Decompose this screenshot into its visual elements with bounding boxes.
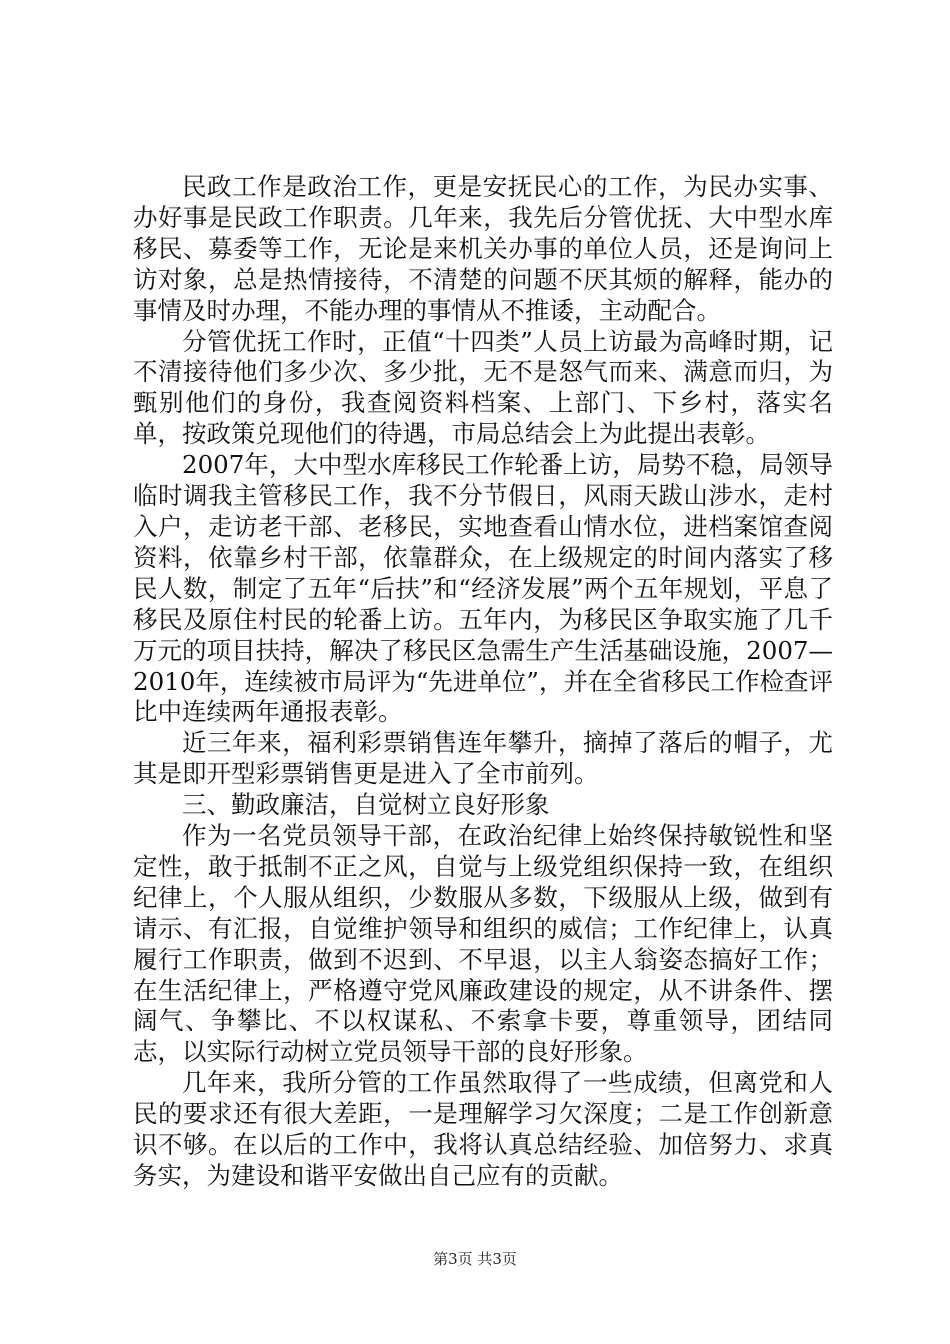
paragraph-4: 近三年来，福利彩票销售连年攀升，摘掉了落后的帽子，尤其是即开型彩票销售更是进入了全市前列。	[133, 728, 833, 789]
paragraph-6: 几年来，我所分管的工作虽然取得了一些成绩，但离党和人民的要求还有很大差距，一是理解学习欠深度；二是工作创新意识不够。在以后的工作中，我将认真总结经验、加倍努力、求真务实，为建设和谐平安做出自己应有的贡献。	[133, 1068, 833, 1190]
paragraph-1: 民政工作是政治工作，更是安抚民心的工作，为民办实事、办好事是民政工作职责。几年来，我先后分管优抚、大中型水库移民、募委等工作，无论是来机关办事的单位人员，还是询问上访对象，总是热情接待，不清楚的问题不厌其烦的解释，能办的事情及时办理，不能办理的事情从不推诿，主动配合。	[133, 172, 833, 325]
document-body	[133, 172, 833, 1192]
page-footer: 第3页 共3页	[433, 1250, 517, 1268]
paragraph-3: 2007年，大中型水库移民工作轮番上访，局势不稳，局领导临时调我主管移民工作，我不分节假日，风雨天跋山涉水，走村入户，走访老干部、老移民，实地查看山情水位，进档案馆查阅资料，依靠乡村干部，依靠群众，在上级规定的时间内落实了移民人数，制定了五年“后扶”和“经济发展”两个五年规划，平息了移民及原住村民的轮番上访。五年内，为移民区争取实施了几千万元的项目扶持，解决了移民区急需生产生活基础设施，2007—2010年，连续被市局评为“先进单位”，并在全省移民工作检查评比中连续两年通报表彰。	[133, 450, 833, 727]
section-heading: 三、勤政廉洁，自觉树立良好形象	[182, 790, 550, 820]
paragraph-2: 分管优抚工作时，正值“十四类”人员上访最为高峰时期，记不清接待他们多少次、多少批，无不是怒气而来、满意而归，为甄别他们的身份，我查阅资料档案、上部门、下乡村，落实名单，按政策兑现他们的待遇，市局总结会上为此提出表彰。	[133, 326, 833, 449]
paragraph-5: 作为一名党员领导干部，在政治纪律上始终保持敏锐性和坚定性，敢于抵制不正之风，自觉与上级党组织保持一致，在组织纪律上，个人服从组织，少数服从多数，下级服从上级，做到有请示、有汇报，自觉维护领导和组织的威信；工作纪律上，认真履行工作职责，做到不迟到、不早退，以主人翁姿态搞好工作；在生活纪律上，严格遵守党风廉政建设的规定，从不讲条件、摆阔气、争攀比、不以权谋私、不索拿卡要，尊重领导，团结同志，以实际行动树立党员领导干部的良好形象。	[133, 821, 833, 1067]
